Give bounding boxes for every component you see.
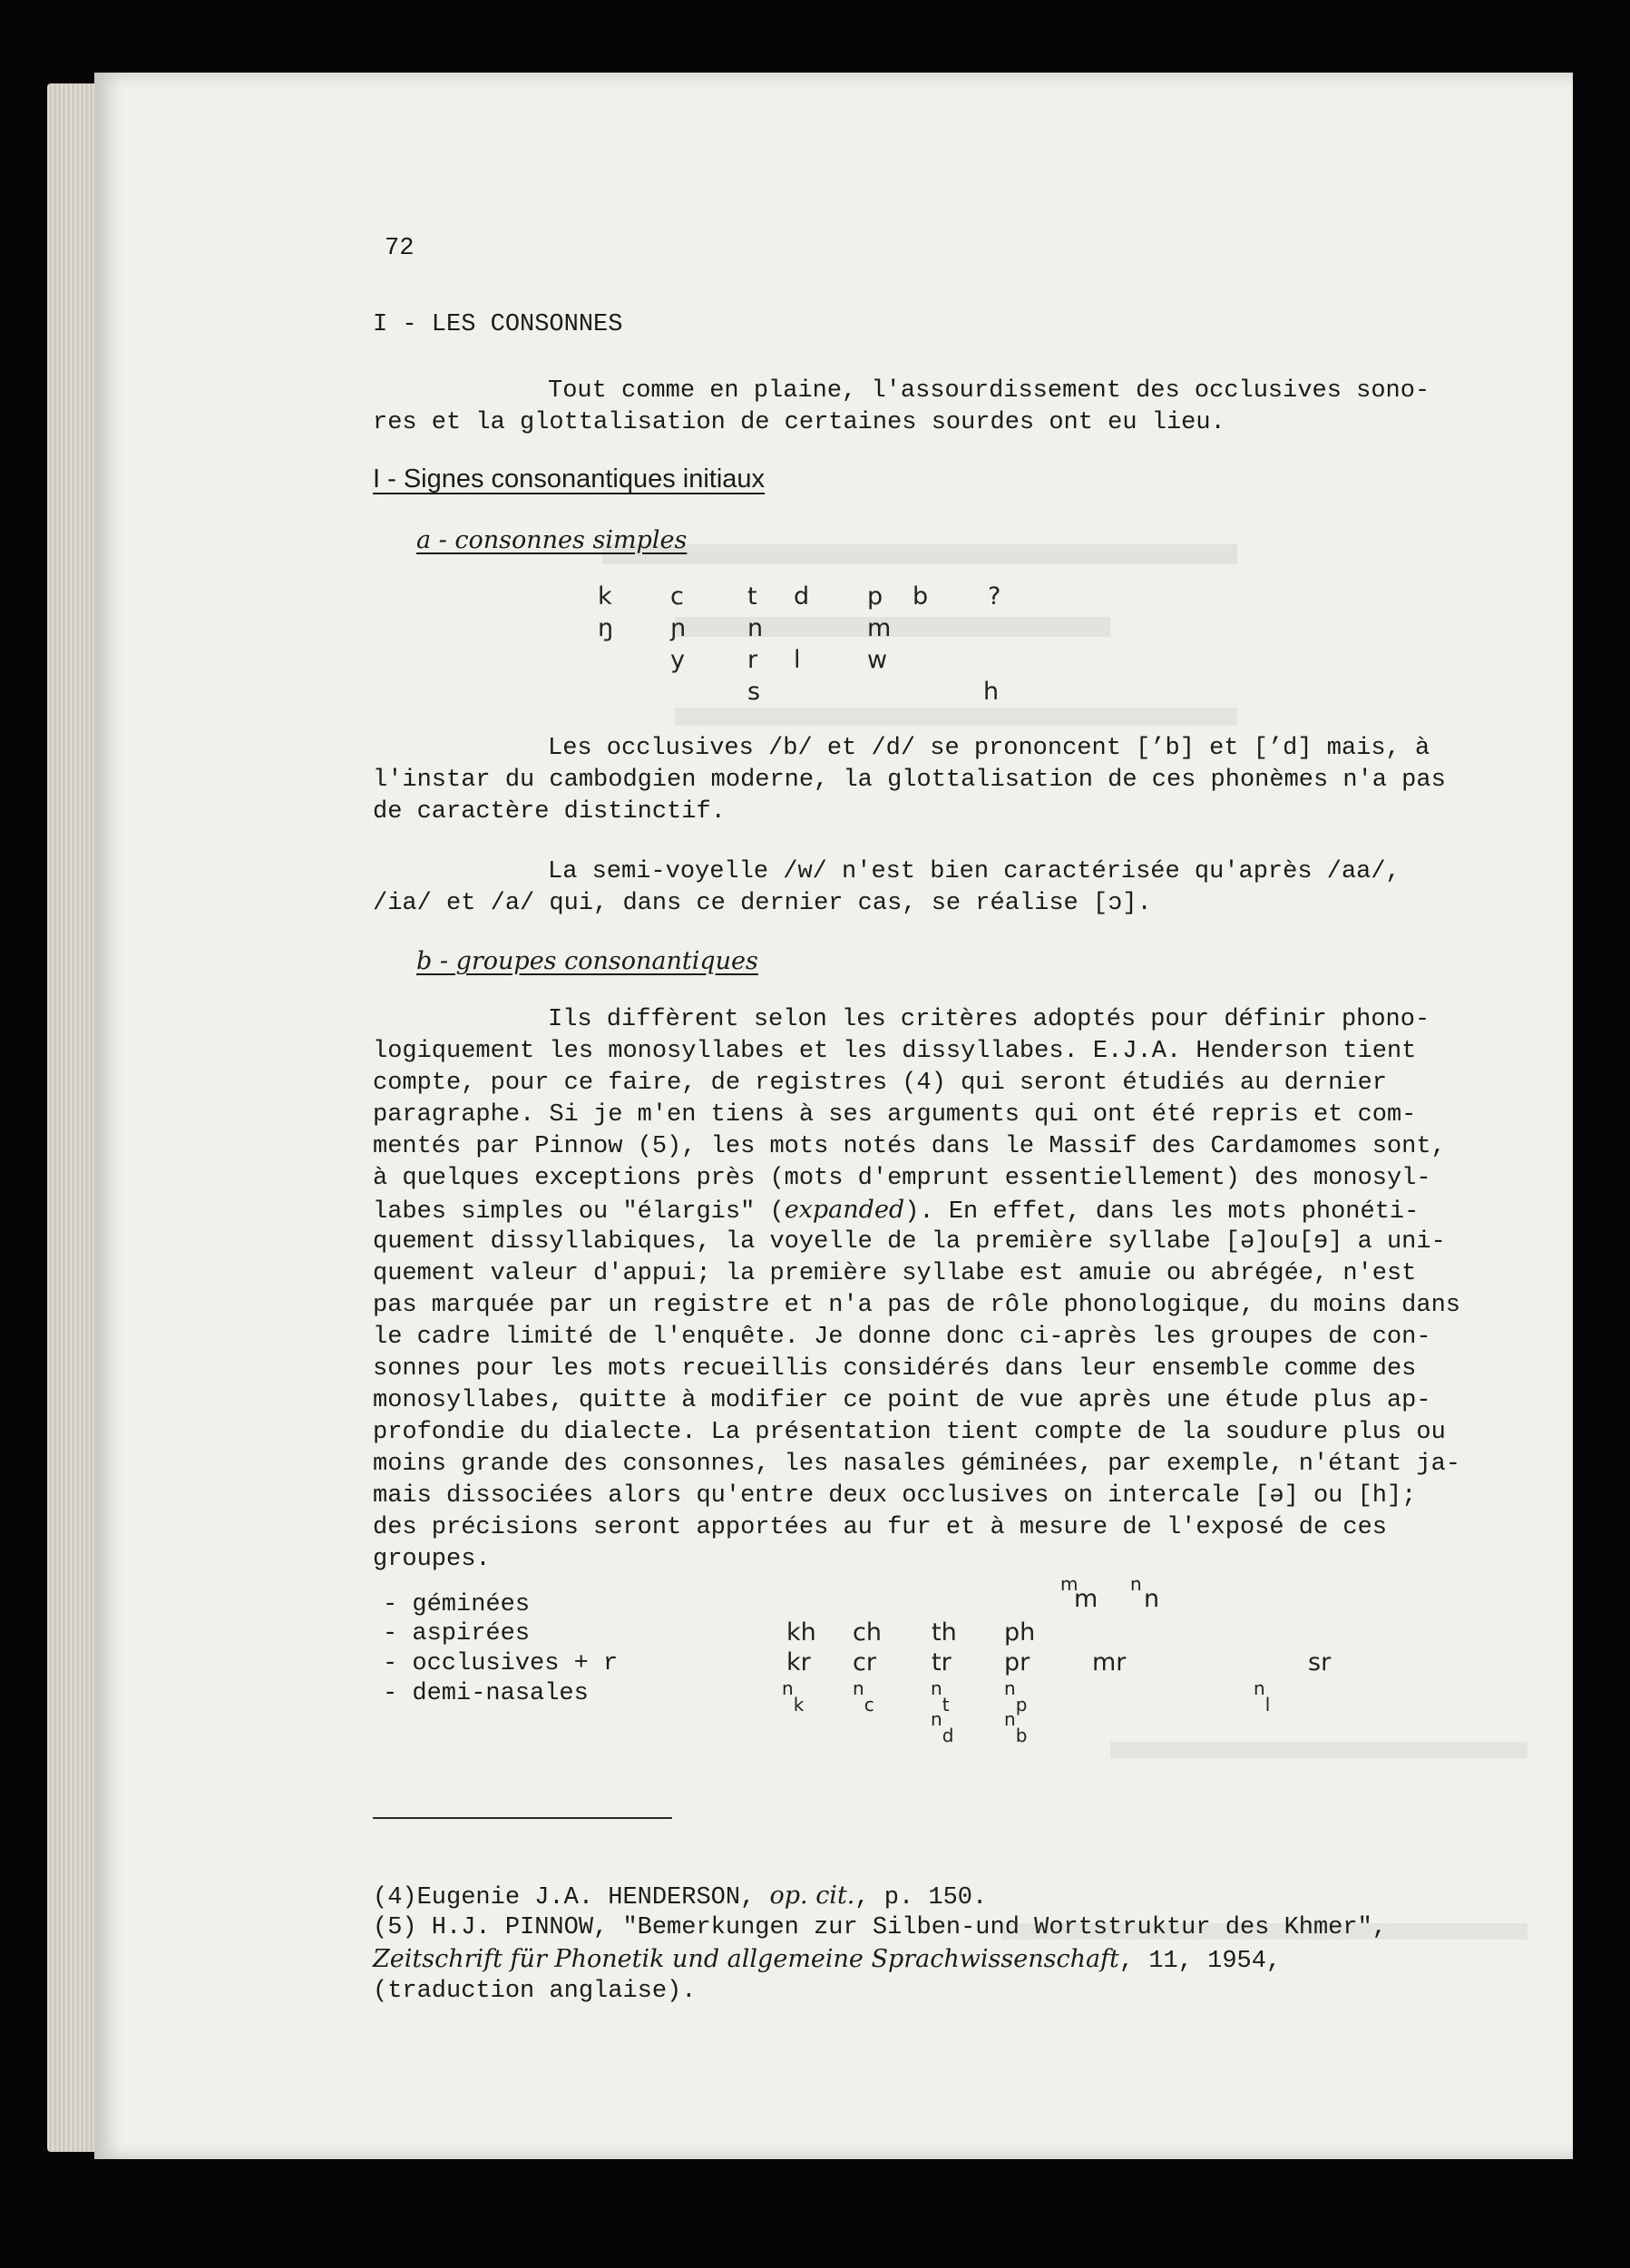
occlusive-r-symbol: pr <box>1004 1648 1030 1677</box>
consonant-cell: ŋ <box>598 614 614 642</box>
aspirate-symbol: ph <box>1004 1618 1036 1647</box>
aspirate-symbol: th <box>932 1618 957 1647</box>
semivowel-line-2: /ia/ et /a/ qui, dans ce dernier cas, se réalise [ɔ]. <box>373 890 1152 917</box>
groups-line: à quelques exceptions près (mots d'emprunt essentiellement) des monosyl- <box>373 1165 1431 1192</box>
groups-text: ). En effet, dans les mots phonéti- <box>904 1198 1420 1226</box>
half-nasal-prefix: n <box>931 1677 942 1699</box>
book-page <box>94 73 1573 2159</box>
bleed-through-texture <box>602 544 1237 564</box>
consonant-cell: b <box>913 582 929 611</box>
groups-text-italic: expanded <box>784 1196 905 1224</box>
subsection-a-heading: a - consonnes simples <box>416 526 688 554</box>
groups-line: logiquement les monosyllabes et les dissyllabes. E.J.A. Henderson tient <box>373 1038 1417 1065</box>
consonant-cell: h <box>983 678 1000 706</box>
bleed-through-texture <box>1110 1742 1528 1758</box>
consonant-cell: ? <box>988 582 1001 611</box>
consonant-cell: c <box>670 582 684 611</box>
half-nasal-base: d <box>942 1725 954 1746</box>
footnote-text: (4)Eugenie J.A. HENDERSON, <box>373 1884 770 1911</box>
groups-line: mentés par Pinnow (5), les mots notés dans le Massif des Cardamomes sont, <box>373 1133 1446 1160</box>
consonant-cell: l <box>794 646 801 674</box>
gemination-symbol: n <box>1144 1585 1160 1613</box>
half-nasal-base: p <box>1015 1694 1028 1716</box>
subsection-heading: I - Signes consonantiques initiaux <box>373 464 766 494</box>
groups-line <box>373 1194 1419 1228</box>
footnote-text: , p. 150. <box>854 1884 988 1911</box>
occlusive-r-symbol: mr <box>1092 1648 1127 1677</box>
intro-line-1: Tout comme en plaine, l'assourdissement des occlusives sono- <box>548 377 1430 405</box>
group-label: - demi-nasales <box>383 1680 589 1707</box>
consonant-cell: p <box>867 582 883 611</box>
semivowel-line-1: La semi-voyelle /w/ n'est bien caractérisée qu'après /aa/, <box>548 858 1401 885</box>
group-label: - aspirées <box>383 1620 531 1647</box>
consonant-cell: y <box>670 646 685 674</box>
occlusives-line-2: l'instar du cambodgien moderne, la glottalisation de ces phonèmes n'a pas <box>373 767 1446 794</box>
half-nasal-symbol <box>782 1675 804 1718</box>
groups-line: profondie du dialecte. La présentation tient compte de la soudure plus ou <box>373 1419 1446 1446</box>
footnote-5-line-2 <box>373 1943 1281 1978</box>
groups-line: monosyllabes, quitte à modifier ce point de vue après une étude plus ap- <box>373 1387 1431 1414</box>
page-number: 72 <box>385 235 415 262</box>
groups-text: labes simples ou "élargis" ( <box>373 1198 785 1226</box>
footnote-5-line-1: (5) H.J. PINNOW, "Bemerkungen zur Silben-und Wortstruktur des Khmer", <box>373 1914 1387 1941</box>
subsection-b-heading: b - groupes consonantiques <box>416 947 758 975</box>
bleed-through-texture <box>675 617 1110 637</box>
consonant-cell: w <box>867 646 888 674</box>
half-nasal-prefix: n <box>1254 1677 1265 1699</box>
footnote-divider <box>373 1817 672 1819</box>
footnote-5-line-3: (traduction anglaise). <box>373 1978 697 2005</box>
section-heading: I - LES CONSONNES <box>373 311 623 338</box>
intro-line-2: res et la glottalisation de certaines sourdes ont eu lieu. <box>373 409 1225 436</box>
footnote-text-italic: Zeitschrift für Phonetik und allgemeine Sprachwissenschaft <box>373 1945 1119 1973</box>
occlusive-r-symbol: cr <box>853 1648 876 1677</box>
groups-line: quement valeur d'appui; la première syllabe est amuie ou abrégée, n'est <box>373 1260 1417 1287</box>
group-label: - géminées <box>383 1591 531 1618</box>
groups-line: moins grande des consonnes, les nasales géminées, par exemple, n'étant ja- <box>373 1451 1460 1478</box>
consonant-cell: k <box>598 582 612 611</box>
groups-line: paragraphe. Si je m'en tiens à ses arguments qui ont été repris et com- <box>373 1101 1417 1129</box>
aspirate-symbol: kh <box>786 1618 816 1647</box>
group-label: - occlusives + r <box>383 1650 619 1677</box>
consonant-cell: r <box>747 646 758 674</box>
gemination-symbol: m <box>1060 1573 1079 1595</box>
groups-line: compte, pour ce faire, de registres (4) qui seront étudiés au dernier <box>373 1070 1387 1097</box>
consonant-cell: d <box>794 582 810 611</box>
half-nasal-symbol <box>931 1706 953 1749</box>
gemination-symbol: m <box>1074 1585 1098 1613</box>
consonant-cell: t <box>747 582 757 611</box>
footnote-4 <box>373 1880 987 1914</box>
groups-line: quement dissyllabiques, la voyelle de la première syllabe [ə]ou[ɘ] a uni- <box>373 1228 1446 1256</box>
groups-line: mais dissociées alors qu'entre deux occlusives on intercale [ə] ou [h]; <box>373 1482 1417 1510</box>
half-nasal-symbol <box>1254 1675 1270 1718</box>
occlusives-line-1: Les occlusives /b/ et /d/ se prononcent [’b] et [’d] mais, à <box>548 735 1430 762</box>
groups-line: le cadre limité de l'enquête. Je donne donc ci-après les groupes de con- <box>373 1324 1431 1351</box>
groups-line: des précisions seront apportées au fur et à mesure de l'exposé de ces <box>373 1514 1387 1541</box>
gemination-symbol: n <box>1130 1573 1142 1595</box>
half-nasal-prefix: n <box>782 1677 794 1699</box>
groups-line: pas marquée par un registre et n'a pas de rôle phonologique, du moins dans <box>373 1292 1460 1319</box>
footnote-text: , 11, 1954, <box>1118 1948 1282 1975</box>
half-nasal-base: c <box>864 1694 874 1716</box>
occlusives-line-3: de caractère distinctif. <box>373 798 726 826</box>
occlusive-r-symbol: tr <box>932 1648 952 1677</box>
consonant-cell: n <box>747 614 764 642</box>
aspirate-symbol: ch <box>853 1618 882 1647</box>
half-nasal-prefix: n <box>931 1708 942 1730</box>
consonant-cell: m <box>867 614 892 642</box>
half-nasal-base: b <box>1015 1725 1028 1746</box>
bleed-through-texture <box>675 708 1237 726</box>
occlusive-r-symbol: sr <box>1308 1648 1332 1677</box>
half-nasal-prefix: n <box>853 1677 864 1699</box>
consonant-cell: ɲ <box>670 614 687 642</box>
half-nasal-prefix: n <box>1004 1677 1016 1699</box>
half-nasal-base: l <box>1264 1694 1271 1716</box>
consonant-cell: s <box>747 678 761 706</box>
half-nasal-prefix: n <box>1004 1708 1016 1730</box>
footnote-text-italic: op. cit. <box>769 1882 855 1910</box>
groups-line: Ils diffèrent selon les critères adoptés pour définir phono- <box>548 1006 1430 1033</box>
half-nasal-symbol <box>1004 1706 1027 1749</box>
half-nasal-base: t <box>942 1694 950 1716</box>
occlusive-r-symbol: kr <box>786 1648 811 1677</box>
half-nasal-base: k <box>793 1694 805 1716</box>
groups-line: sonnes pour les mots recueillis considérés dans leur ensemble comme des <box>373 1355 1417 1383</box>
half-nasal-symbol <box>853 1675 874 1718</box>
groups-line: groupes. <box>373 1546 491 1573</box>
